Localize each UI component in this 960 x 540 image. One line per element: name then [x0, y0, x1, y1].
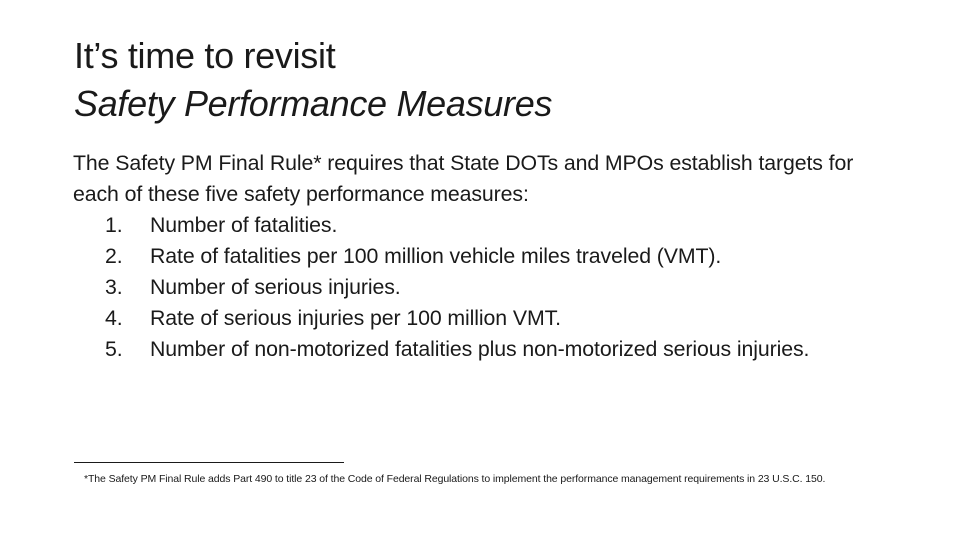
list-item-text: Rate of fatalities per 100 million vehicle miles traveled (VMT).: [150, 244, 722, 268]
list-item-text: Number of non-motorized fatalities plus non-motorized serious injuries.: [150, 337, 810, 361]
list-item-text: Number of fatalities.: [150, 213, 338, 237]
list-item: [105, 334, 895, 365]
list-item-number: 5.: [105, 337, 123, 361]
list-item-number: 2.: [105, 244, 123, 268]
list-item-number: 3.: [105, 275, 123, 299]
list-item-text: Rate of serious injuries per 100 million VMT.: [150, 306, 561, 330]
measures-list: [105, 210, 895, 365]
intro-paragraph: The Safety PM Final Rule* requires that State DOTs and MPOs establish targets for each of these five safety performance measures:: [73, 151, 854, 206]
slide-subtitle: Safety Performance Measures: [74, 83, 553, 124]
list-item: [105, 303, 895, 334]
footnote-divider: [74, 462, 344, 463]
list-item: [105, 241, 895, 272]
list-item-text: Number of serious injuries.: [150, 275, 401, 299]
footnote: *The Safety PM Final Rule adds Part 490 to title 23 of the Code of Federal Regulations to implement the performance management requirements in 23 U.S.C. 150.: [84, 473, 826, 485]
slide-title: It’s time to revisit: [74, 35, 336, 76]
list-item-number: 1.: [105, 213, 123, 237]
list-item-number: 4.: [105, 306, 123, 330]
list-item: [105, 210, 895, 241]
list-item: [105, 272, 895, 303]
